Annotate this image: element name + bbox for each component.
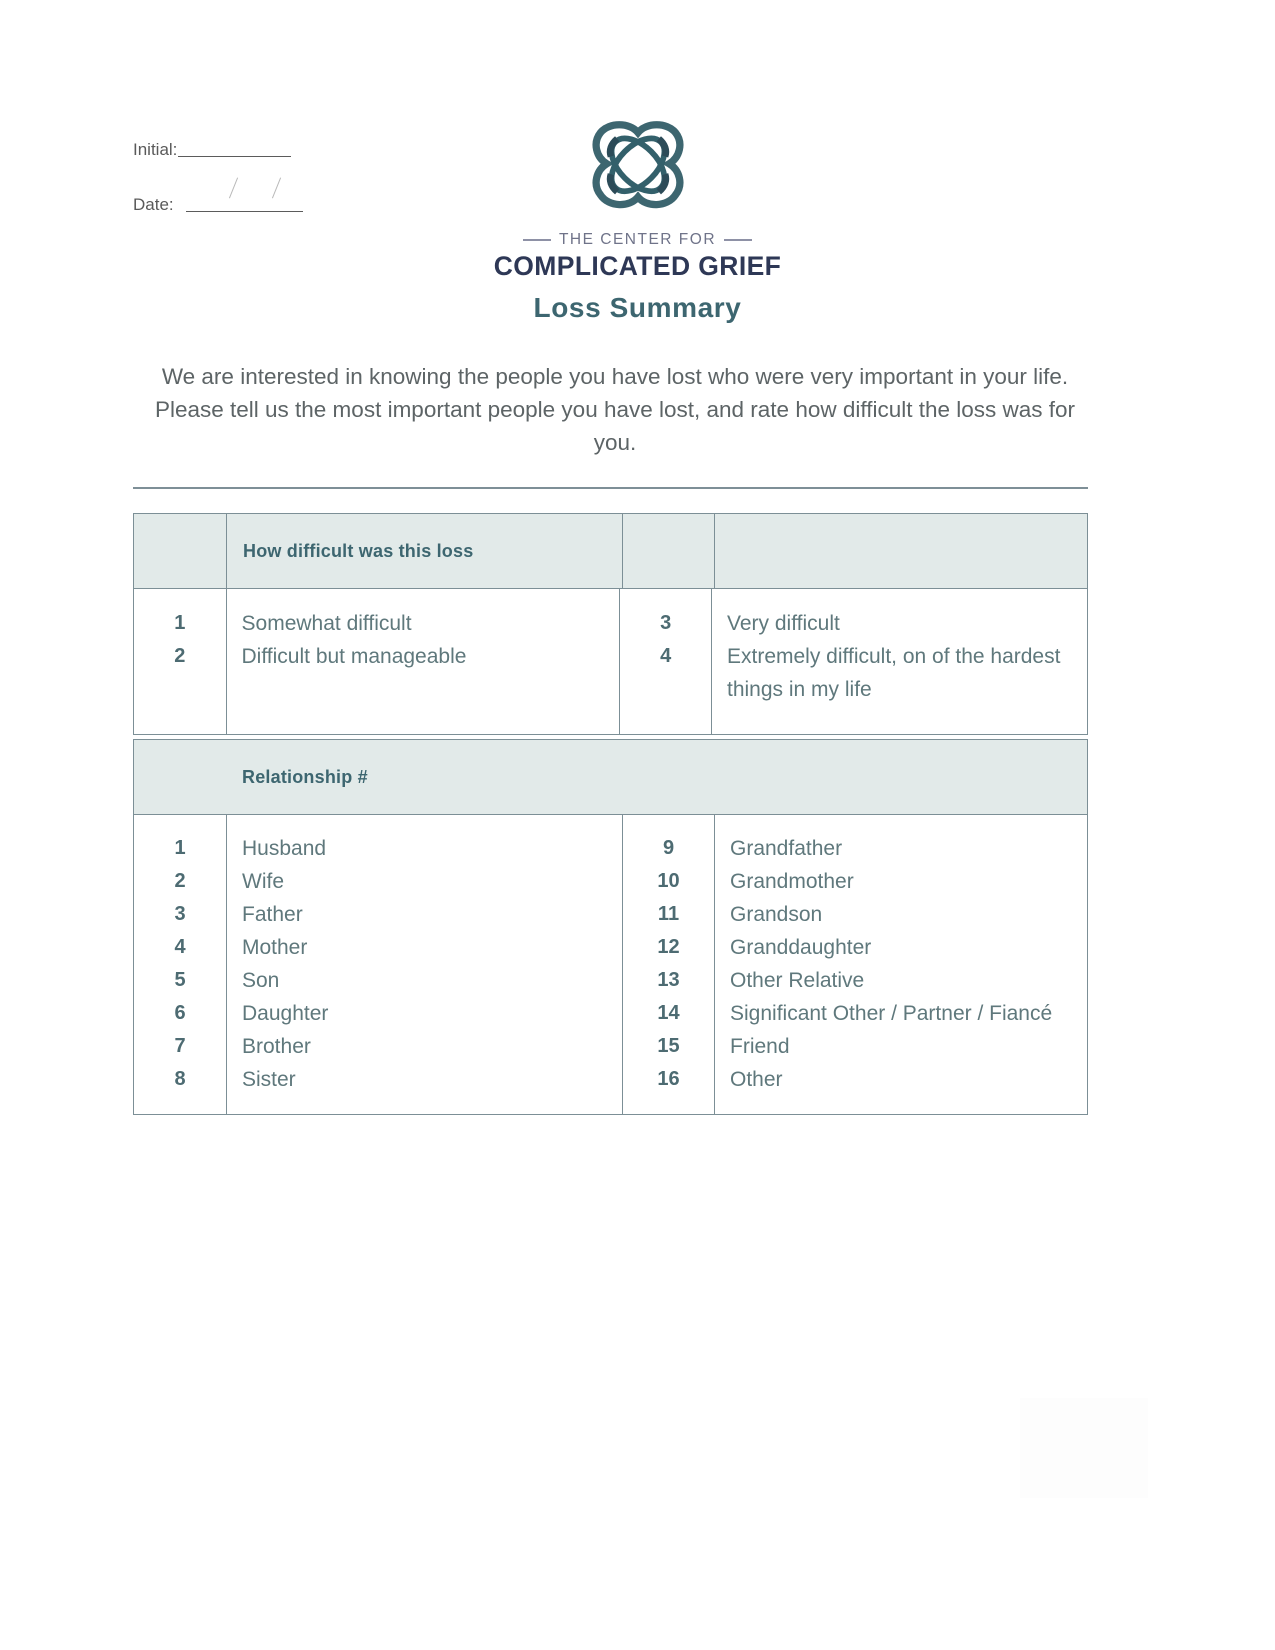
table-cell-label: Other Relative [730,969,865,992]
table-cell-number: 7 [174,1035,186,1057]
table-cell-label: Friend [730,1035,790,1058]
difficulty-header-num-right [623,514,715,588]
table-cell-label: Father [242,903,303,926]
relationship-left-numbers [134,815,227,1114]
difficulty-right-labels [712,589,1087,734]
table-cell-label: Very difficult [727,612,840,635]
difficulty-left-numbers [134,589,227,734]
tagline-rule-left [523,239,551,240]
table-cell-label: Brother [242,1035,311,1058]
difficulty-header-label: How difficult was this loss [227,514,623,588]
table-cell-number: 15 [657,1035,680,1057]
table-cell-label: Grandmother [730,870,854,893]
relationship-table-header-row [134,740,1087,815]
difficulty-left-labels [227,589,621,734]
relationship-right-labels [715,815,1087,1114]
table-cell-number: 2 [174,645,186,667]
difficulty-scale-table [133,513,1088,735]
table-cell-number: 11 [657,903,680,925]
section-divider [133,487,1088,489]
table-cell-label: Grandfather [730,837,843,860]
table-cell-label: Difficult but manageable [241,645,467,668]
table-cell-number: 9 [662,837,675,859]
table-cell-label: Daughter [242,1002,329,1025]
table-cell-number: 16 [657,1068,680,1090]
table-cell-number: 4 [660,645,672,667]
intro-paragraph: We are interested in knowing the people you have lost who were very important in your life. Please tell us the most important people you have lost, and rate how difficult the loss was for you. [154,364,1076,455]
initial-label: Initial: [133,140,178,159]
difficulty-header-right [715,514,1087,588]
table-cell-number: 5 [174,969,186,991]
table-cell-number: 10 [657,870,680,892]
table-cell-label: Son [242,969,280,992]
table-cell-number: 1 [174,837,186,859]
relationship-codes-table [133,739,1088,1115]
logo-tagline-text: THE CENTER FOR [558,231,717,248]
relationship-left-labels [227,815,623,1114]
tagline-rule-right [724,239,752,240]
table-cell-number: 14 [657,1002,680,1024]
table-cell-number: 12 [657,936,680,958]
table-cell-label: Wife [242,870,284,893]
page-title: Loss Summary [533,292,742,323]
logo-tagline-row [0,231,1275,249]
table-cell-number: 3 [660,612,672,634]
table-cell-label: Extremely difficult, on of the hardest things in my life [727,645,1061,701]
table-cell-label: Mother [242,936,308,959]
table-cell-label: Grandson [730,903,823,926]
table-cell-number: 1 [174,612,186,634]
date-label: Date: [133,195,174,214]
difficulty-header-num-left [134,514,227,588]
logo-name-text: COMPLICATED GRIEF [493,251,782,281]
difficulty-table-body [134,589,1087,734]
table-cell-number: 4 [174,936,186,958]
table-cell-label: Granddaughter [730,936,872,959]
difficulty-table-header-row [134,514,1087,589]
organization-logo-block [0,118,1275,282]
complicated-grief-knot-icon [586,118,690,222]
table-cell-label: Husband [242,837,327,860]
relationship-table-body [134,815,1087,1114]
relationship-header-label: Relationship # [242,766,368,787]
table-cell-label: Sister [242,1068,296,1091]
blank-page-artifact [1020,1398,1148,1498]
table-cell-label: Significant Other / Partner / Fiancé [730,1002,1053,1025]
difficulty-right-numbers [620,589,712,734]
table-cell-label: Other [730,1068,783,1091]
table-cell-number: 6 [174,1002,186,1024]
table-cell-label: Somewhat difficult [241,612,412,635]
table-cell-number: 2 [174,870,186,892]
table-cell-number: 3 [174,903,186,925]
table-cell-number: 8 [174,1068,186,1090]
relationship-right-numbers [623,815,715,1114]
table-cell-number: 13 [657,969,680,991]
